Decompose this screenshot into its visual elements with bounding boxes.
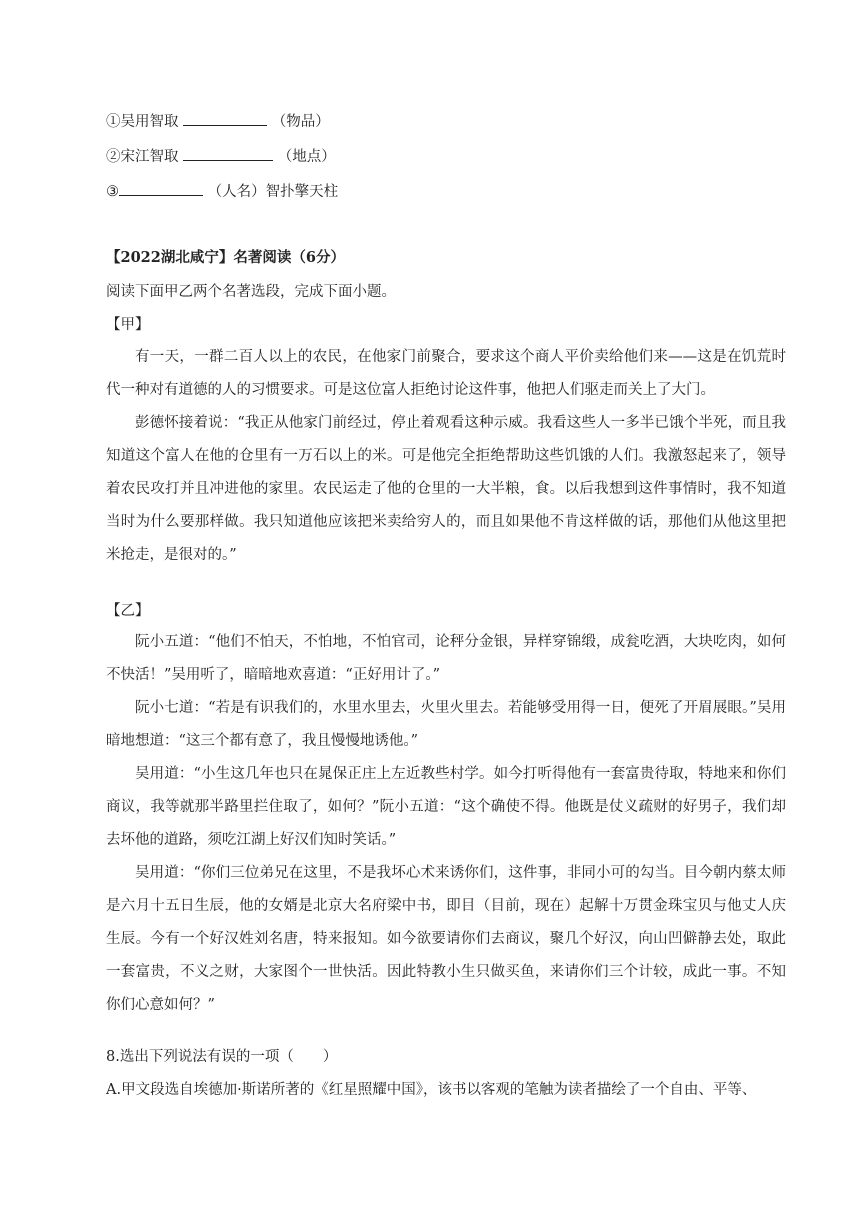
yi-paragraph-2: 阮小七道：“若是有识我们的，水里水里去，火里火里去。若能够受用得一日，便死了开眉展眼。”吴用暗地想道：“这三个都有意了，我且慢慢地诱他。”: [106, 700, 786, 749]
passage-jia: [106, 341, 786, 572]
fill-blank-item-3: [106, 180, 338, 203]
question-8: 8.选出下列说法有误的一项（ ）: [106, 1049, 338, 1065]
section-heading: 【2022湖北咸宁】名著阅读（6分）: [106, 249, 345, 266]
answer-blank-3[interactable]: [119, 180, 203, 196]
item-1-prefix: ①吴用智取: [106, 114, 179, 130]
passage-yi: [106, 626, 786, 1022]
instruction-text: 阅读下面甲乙两个名著选段，完成下面小题。: [106, 284, 396, 300]
item-2-prefix: ②宋江智取: [106, 149, 179, 165]
passage-yi-label: 【乙】: [106, 603, 150, 619]
item-3-prefix: ③: [106, 184, 119, 200]
item-3-suffix: （人名）智扑擎天柱: [207, 184, 339, 200]
yi-paragraph-3: 吴用道：“小生这几年也只在晁保正庄上左近教些村学。如今打听得他有一套富贵待取，特地来和你们商议，我等就那半路里拦住取了，如何？”阮小五道：“这个确使不得。他既是仗义疏财的好男子，我们却去坏他的道路，须吃江湖上好汉们知时笑话。”: [106, 766, 786, 848]
yi-paragraph-1: 阮小五道：“他们不怕天，不怕地，不怕官司，论秤分金银，异样穿锦缎，成瓮吃酒，大块吃肉，如何不快活！”吴用听了，暗暗地欢喜道：“正好用计了。”: [106, 634, 786, 683]
item-1-suffix: （物品）: [271, 114, 330, 130]
jia-paragraph-1: 有一天，一群二百人以上的农民，在他家门前聚合，要求这个商人平价卖给他们来——这是在饥荒时代一种对有道德的人的习惯要求。可是这位富人拒绝讨论这件事，他把人们驱走而关上了大门。: [106, 349, 786, 398]
option-a: A.甲文段选自埃德加·斯诺所著的《红星照耀中国》，该书以客观的笔触为读者描绘了一个自由、平等、: [106, 1082, 757, 1098]
item-2-suffix: （地点）: [277, 149, 336, 165]
answer-blank-1[interactable]: [183, 110, 267, 126]
jia-paragraph-2: 彭德怀接着说：“我正从他家门前经过，停止着观看这种示威。我看这些人一多半已饿个半死，而且我知道这个富人在他的仓里有一万石以上的米。可是他完全拒绝帮助这些饥饿的人们。我激怒起来了，领导着农民攻打并且冲进他的家里。农民运走了他的仓里的一大半粮，食。以后我想到这件事情时，我不知道当时为什么要那样做。我只知道他应该把米卖给穷人的，而且如果他不肯这样做的话，那他们从他这里把米抢走，是很对的。”: [106, 415, 786, 563]
answer-blank-2[interactable]: [183, 145, 273, 161]
fill-blank-item-2: [106, 145, 336, 168]
passage-jia-label: 【甲】: [106, 317, 150, 333]
fill-blank-item-1: [106, 110, 330, 133]
yi-paragraph-4: 吴用道：“你们三位弟兄在这里，不是我坏心术来诱你们，这件事，非同小可的勾当。目今朝内蔡太师是六月十五日生辰，他的女婿是北京大名府梁中书，即目（目前，现在）起解十万贯金珠宝贝与他丈人庆生辰。今有一个好汉姓刘名唐，特来报知。如今欲要请你们去商议，聚几个好汉，向山凹僻静去处，取此一套富贵，不义之财，大家图个一世快活。因此特教小生只做买鱼，来请你们三个计较，成此一事。不知你们心意如何？”: [106, 865, 786, 1013]
